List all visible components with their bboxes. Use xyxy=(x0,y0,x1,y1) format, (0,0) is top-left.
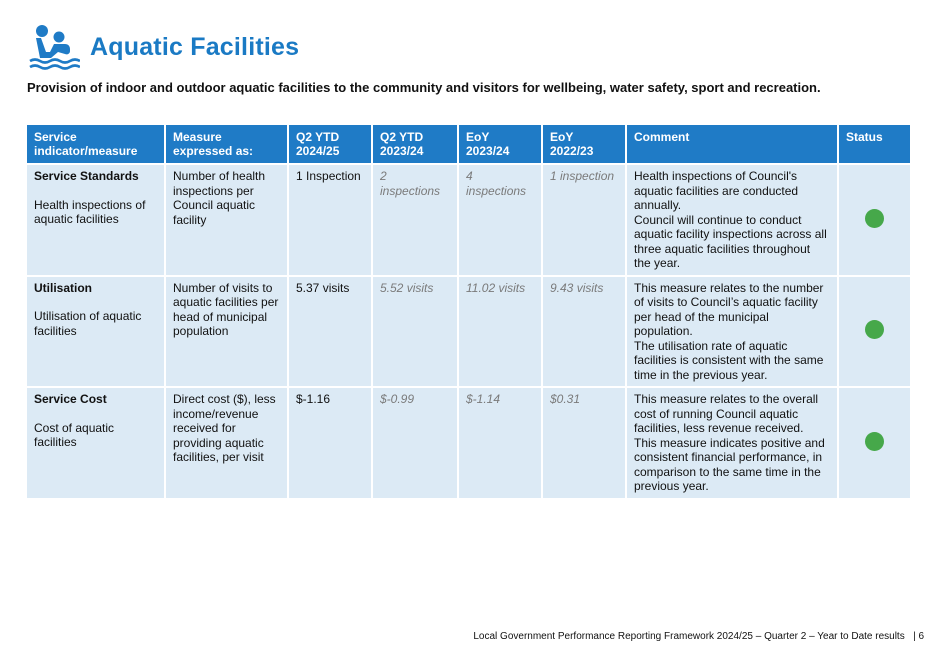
eoy-2023-24-value: $-1.14 xyxy=(459,388,541,498)
header-status: Status xyxy=(839,125,910,163)
q2-2024-25-value: 5.37 visits xyxy=(289,277,371,387)
page-number: | 6 xyxy=(913,631,924,642)
comment-cell xyxy=(627,165,837,275)
status-indicator-green xyxy=(865,432,884,451)
header-q2-2024-25: Q2 YTD 2024/25 xyxy=(289,125,371,163)
q2-2023-24-value: $-0.99 xyxy=(373,388,457,498)
indicator-title: Utilisation xyxy=(34,280,93,295)
q2-2024-25-value: 1 Inspection xyxy=(289,165,371,275)
comment-text: This measure relates to the number of visits to Council’s aquatic facility per head of the municipal population. The utilisation rate of aquatic facilities is consistent with the same time in the previous year. xyxy=(634,280,824,382)
header-comment: Comment xyxy=(627,125,837,163)
swimmer-icon xyxy=(28,24,80,70)
q2-2023-24-value: 5.52 visits xyxy=(373,277,457,387)
indicator-cell xyxy=(27,388,164,498)
table-row xyxy=(27,165,910,275)
expressed-as-cell: Direct cost ($), less income/revenue received for providing aquatic facilities, per visit xyxy=(166,388,287,498)
eoy-2022-23-value: 9.43 visits xyxy=(543,277,625,387)
indicator-title: Service Standards xyxy=(34,169,139,183)
header-expressed-as: Measure expressed as: xyxy=(166,125,287,163)
indicator-cell xyxy=(27,277,164,387)
footer-text: Local Government Performance Reporting Framework 2024/25 – Quarter 2 – Year to Date results xyxy=(473,631,905,642)
indicator-cell xyxy=(27,165,164,275)
comment-text: This measure relates to the overall cost of running Council aquatic facilities, less revenue received. This measure indicates positive and consistent financial performance, in comparison to the same time in the previous year. xyxy=(634,392,825,493)
status-indicator-green xyxy=(865,209,884,228)
q2-2023-24-value: 2 inspections xyxy=(373,165,457,275)
q2-2024-25-value: $-1.16 xyxy=(289,388,371,498)
page-footer xyxy=(473,631,924,642)
expressed-as-cell: Number of visits to aquatic facilities per head of municipal population xyxy=(166,277,287,387)
indicator-description: Health inspections of aquatic facilities xyxy=(34,197,146,226)
comment-cell xyxy=(627,277,837,387)
indicator-title: Service Cost xyxy=(34,392,107,406)
header-eoy-2022-23: EoY 2022/23 xyxy=(543,125,625,163)
status-cell xyxy=(839,388,910,498)
eoy-2023-24-value: 4 inspections xyxy=(459,165,541,275)
page-header xyxy=(28,24,299,70)
page-title: Aquatic Facilities xyxy=(90,32,300,61)
status-cell xyxy=(839,165,910,275)
header-eoy-2023-24: EoY 2023/24 xyxy=(459,125,541,163)
table-row xyxy=(27,277,910,387)
comment-cell xyxy=(627,388,837,498)
measures-table xyxy=(25,123,912,500)
eoy-2023-24-value: 11.02 visits xyxy=(459,277,541,387)
page-subtitle: Provision of indoor and outdoor aquatic facilities to the community and visitors for wellbeing, water safety, sport and recreation. xyxy=(27,80,821,95)
table-row xyxy=(27,388,910,498)
header-indicator: Service indicator/measure xyxy=(27,125,164,163)
indicator-description: Utilisation of aquatic facilities xyxy=(34,309,142,338)
status-cell xyxy=(839,277,910,387)
indicator-description: Cost of aquatic facilities xyxy=(34,420,115,449)
table-header-row xyxy=(27,125,910,163)
header-q2-2023-24: Q2 YTD 2023/24 xyxy=(373,125,457,163)
eoy-2022-23-value: 1 inspection xyxy=(543,165,625,275)
eoy-2022-23-value: $0.31 xyxy=(543,388,625,498)
status-indicator-green xyxy=(865,320,884,339)
expressed-as-cell: Number of health inspections per Council aquatic facility xyxy=(166,165,287,275)
comment-text: Health inspections of Council's aquatic facilities are conducted annually. Council will continue to conduct aquatic facility inspections across all three aquatic facilities throughout the year. xyxy=(634,169,827,270)
